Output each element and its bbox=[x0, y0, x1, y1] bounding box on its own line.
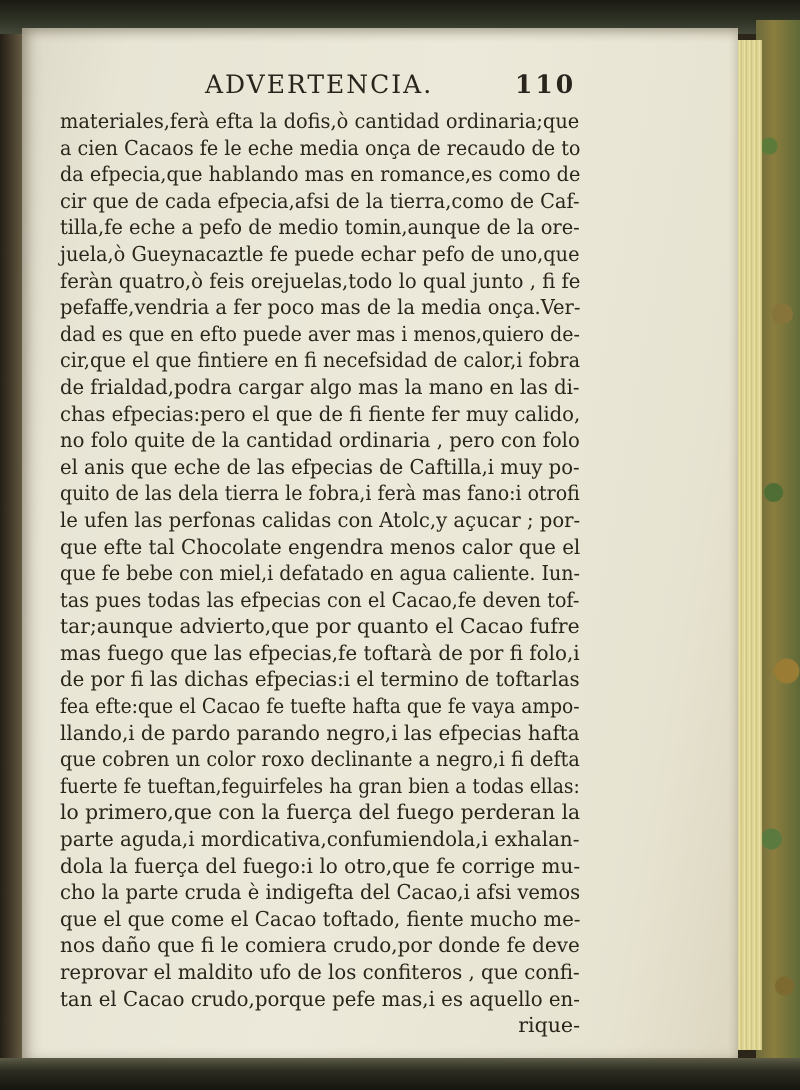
text-line: que cobren un color roxo declinante a negro,i fi defta bbox=[60, 747, 580, 772]
text-line: nos daño que fi le comiera crudo,por donde fe deve bbox=[60, 933, 580, 958]
text-line: llando,i de pardo parando negro,i las efpecias hafta bbox=[60, 720, 580, 745]
text-line: de por fi las dichas efpecias:i el termino de toftarlas bbox=[60, 667, 580, 692]
text-line: reprovar el maldito ufo de los confiteros , que confi- bbox=[60, 960, 580, 984]
text-line: que fe bebe con miel,i defatado en agua caliente. Iun- bbox=[60, 561, 580, 586]
text-line: materiales,ferà efta la dofis,ò cantidad ordinaria;que bbox=[60, 109, 580, 133]
text-line: juela,ò Gueynacaztle fe puede echar pefo de uno,que bbox=[60, 241, 580, 266]
running-head: ADVERTENCIA. bbox=[205, 70, 434, 99]
book-cover-edge bbox=[756, 20, 800, 1070]
text-line: quito de las dela tierra le fobra,i ferà mas fano:i otrofi bbox=[60, 481, 580, 506]
page-header bbox=[205, 70, 585, 110]
text-line: lo primero,que con la fuerça del fuego perderan la bbox=[60, 800, 581, 825]
text-line: cir que de cada efpecia,afsi de la tierra,como de Caf- bbox=[60, 188, 580, 213]
text-line: feràn quatro,ò feis orejuelas,todo lo qual junto , fi fe bbox=[60, 268, 581, 293]
bottom-edge bbox=[0, 1058, 800, 1090]
text-line: el anis que eche de las efpecias de Caftilla,i muy po- bbox=[60, 454, 580, 479]
text-line: tan el Cacao crudo,porque pefe mas,i es aquello en- bbox=[60, 986, 580, 1011]
text-line: da efpecia,que hablando mas en romance,es como de bbox=[60, 162, 581, 187]
text-line: de frialdad,podra cargar algo mas la mano en las di- bbox=[60, 374, 580, 399]
text-line: mas fuego que las efpecias,fe toftarà de por fi folo,i bbox=[60, 640, 580, 665]
text-line: chas efpecias:pero el que de fi fiente fer muy calido, bbox=[60, 401, 581, 426]
text-line: fea efte:que el Cacao fe tuefte hafta que fe vaya ampo- bbox=[60, 694, 580, 719]
text-line: parte aguda,i mordicativa,confumiendola,i exhalan- bbox=[60, 827, 580, 852]
text-line: cho la parte cruda è indigefta del Cacao,i afsi vemos bbox=[60, 880, 581, 905]
text-line: le ufen las perfonas calidas con Atolc,y açucar ; por- bbox=[60, 507, 581, 532]
text-line: tilla,fe eche a pefo de medio tomin,aunque de la ore- bbox=[60, 215, 580, 240]
page-number: 110 bbox=[515, 70, 577, 99]
text-line: pefaffe,vendria a fer poco mas de la media onça.Ver- bbox=[60, 295, 581, 320]
text-line: fuerte fe tueftan,feguirfeles ha gran bien a todas ellas: bbox=[60, 773, 580, 798]
text-line: dad es que en efto puede aver mas i menos,quiero de- bbox=[60, 321, 580, 346]
text-line: tas pues todas las efpecias con el Cacao,fe deven tof- bbox=[60, 587, 580, 612]
text-line: que el que come el Cacao toftado, fiente mucho me- bbox=[60, 906, 581, 931]
text-line: que efte tal Chocolate engendra menos calor que el bbox=[60, 534, 581, 559]
text-line: dola la fuerça del fuego:i lo otro,que fe corrige mu- bbox=[60, 853, 581, 878]
page-edges bbox=[736, 40, 762, 1050]
text-line: cir,que el que fintiere en fi necefsidad de calor,i fobra bbox=[60, 348, 580, 373]
body-text bbox=[60, 108, 580, 1039]
text-line: tar;aunque advierto,que por quanto el Cacao fufre bbox=[60, 614, 580, 639]
catchword: rique- bbox=[518, 1013, 580, 1038]
text-line: a cien Cacaos fe le eche media onça de recaudo de to bbox=[60, 135, 581, 160]
text-line: no folo quite de la cantidad ordinaria , pero con folo bbox=[60, 428, 580, 453]
